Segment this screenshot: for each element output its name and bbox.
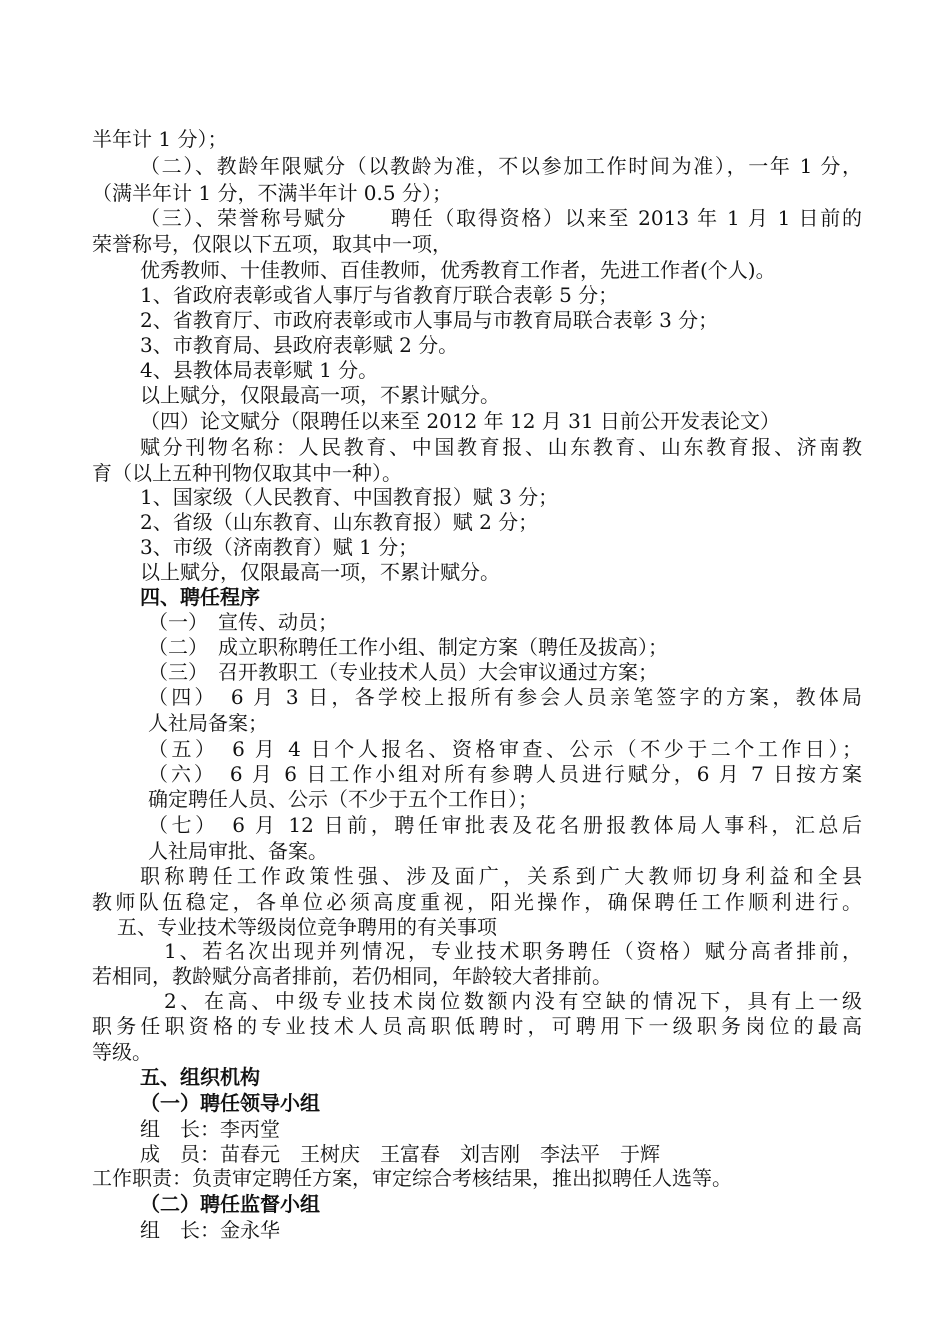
text-line: 3、市级（济南教育）赋 1 分； <box>140 535 419 559</box>
text-line: （满半年计 1 分，不满半年计 0.5 分）； <box>92 181 452 205</box>
text-line: 人社局备案； <box>148 711 268 735</box>
text-line: 组 长：李丙堂 <box>140 1117 280 1141</box>
text-line: 育（以上五种刊物仅取其中一种）。 <box>92 461 402 485</box>
text-line: （四） 6 月 3 日，各学校上报所有参会人员亲笔签字的方案，教体局 <box>148 685 862 709</box>
text-line: 若相同，教龄赋分高者排前，若仍相同，年龄较大者排前。 <box>92 964 612 988</box>
text-line: 确定聘任人员、公示（不少于五个工作日）； <box>148 787 538 811</box>
text-line: 等级。 <box>92 1040 152 1064</box>
text-line: （三） 召开教职工（专业技术人员）大会审议通过方案； <box>148 660 658 684</box>
text-line: 2、省教育厅、市政府表彰或市人事局与市教育局联合表彰 3 分； <box>140 308 719 332</box>
subsection-heading: （二）聘任监督小组 <box>140 1192 320 1216</box>
text-line: 工作职责：负责审定聘任方案，审定综合考核结果，推出拟聘任人选等。 <box>92 1166 732 1190</box>
text-line: 优秀教师、十佳教师、百佳教师，优秀教育工作者，先进工作者(个人)。 <box>140 258 776 282</box>
text-line: 以上赋分，仅限最高一项，不累计赋分。 <box>140 560 500 584</box>
text-line: 荣誉称号，仅限以下五项，取其中一项， <box>92 232 452 256</box>
text-line: （二）、教龄年限赋分（以教龄为准，不以参加工作时间为准），一年 1 分， <box>140 154 862 178</box>
text-line: 1、国家级（人民教育、中国教育报）赋 3 分； <box>140 485 559 509</box>
text-line: （三）、荣誉称号赋分 聘任（取得资格）以来至 2013 年 1 月 1 日前的 <box>140 206 862 230</box>
text-line: 1、若名次出现并列情况，专业技术职务聘任（资格）赋分高者排前， <box>164 939 862 963</box>
section-heading: 四、聘任程序 <box>140 585 260 609</box>
text-line: （四）论文赋分（限聘任以来至 2012 年 12 月 31 日前公开发表论文） <box>140 409 780 433</box>
text-line: 半年计 1 分）； <box>92 127 228 151</box>
text-line: 教师队伍稳定，各单位必须高度重视，阳光操作，确保聘任工作顺利进行。 <box>92 890 862 914</box>
text-line: 成 员：苗春元 王树庆 王富春 刘吉刚 李法平 于辉 <box>140 1142 660 1166</box>
subsection-heading: （一）聘任领导小组 <box>140 1091 320 1115</box>
text-line: 赋分刊物名称：人民教育、中国教育报、山东教育、山东教育报、济南教 <box>140 435 862 459</box>
text-line: 五、专业技术等级岗位竞争聘用的有关事项 <box>117 915 497 939</box>
text-line: 1、省政府表彰或省人事厅与省教育厅联合表彰 5 分； <box>140 283 619 307</box>
text-line: （七） 6 月 12 日前，聘任审批表及花名册报教体局人事科，汇总后 <box>148 813 862 837</box>
text-line: （五） 6 月 4 日个人报名、资格审查、公示（不少于二个工作日）； <box>148 737 862 761</box>
text-line: 2、在高、中级专业技术岗位数额内没有空缺的情况下，具有上一级 <box>164 989 862 1013</box>
text-line: （一） 宣传、动员； <box>148 610 338 634</box>
text-line: （六） 6 月 6 日工作小组对所有参聘人员进行赋分，6 月 7 日按方案 <box>148 762 862 786</box>
text-line: 4、县教体局表彰赋 1 分。 <box>140 358 379 382</box>
text-line: 以上赋分，仅限最高一项，不累计赋分。 <box>140 383 500 407</box>
text-line: 职称聘任工作政策性强、涉及面广，关系到广大教师切身利益和全县 <box>140 864 862 888</box>
section-heading: 五、组织机构 <box>140 1065 260 1089</box>
text-line: 3、市教育局、县政府表彰赋 2 分。 <box>140 333 459 357</box>
text-line: 2、省级（山东教育、山东教育报）赋 2 分； <box>140 510 539 534</box>
text-line: （二） 成立职称聘任工作小组、制定方案（聘任及拔高）； <box>148 635 668 659</box>
text-line: 职务任职资格的专业技术人员高职低聘时，可聘用下一级职务岗位的最高 <box>92 1014 862 1038</box>
text-line: 组 长：金永华 <box>140 1218 280 1242</box>
text-line: 人社局审批、备案。 <box>148 839 328 863</box>
